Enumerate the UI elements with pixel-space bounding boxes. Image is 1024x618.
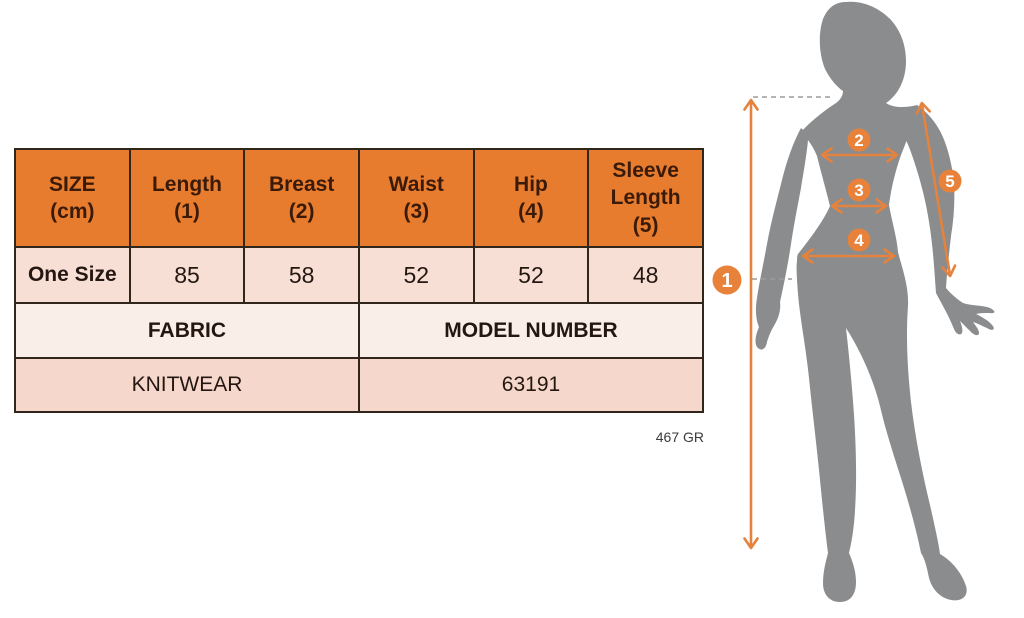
- left-arm-silhouette: [756, 128, 808, 349]
- marker-5: [939, 170, 962, 193]
- marker-2: [848, 129, 871, 152]
- marker-4-label: 4: [854, 231, 864, 250]
- header-size-line2: (cm): [50, 200, 95, 223]
- cell-breast-value: 58: [244, 247, 359, 303]
- marker-1-label: 1: [721, 270, 733, 292]
- cell-size-label: One Size: [15, 247, 130, 303]
- header-sleeve-line3: (5): [632, 213, 659, 237]
- marker-1: [713, 266, 742, 295]
- header-waist-line1: Waist: [388, 172, 444, 196]
- marker-4: [848, 229, 871, 252]
- marker-3: [848, 179, 871, 202]
- cell-length-value: 85: [130, 247, 245, 303]
- header-length-line1: Length: [151, 172, 222, 196]
- cell-model-number-label: MODEL NUMBER: [359, 303, 703, 358]
- marker-2-label: 2: [854, 131, 864, 150]
- header-size-line1: SIZE: [48, 172, 96, 196]
- header-sleeve-line1: Sleeve: [612, 159, 679, 183]
- right-arm-silhouette: [897, 105, 994, 335]
- cell-model-number-value: 63191: [359, 358, 703, 412]
- weight-note: 467 GR: [655, 429, 704, 445]
- header-length-line2: (1): [174, 200, 200, 223]
- cell-sleeve-value: 48: [588, 247, 703, 303]
- header-breast-line1: Breast: [268, 172, 335, 196]
- marker-3-label: 3: [854, 181, 864, 200]
- cell-fabric-value: KNITWEAR: [15, 358, 359, 412]
- marker-5-label: 5: [945, 172, 955, 191]
- header-hip-line1: Hip: [514, 172, 548, 196]
- header-sleeve-line2: Length: [610, 186, 681, 210]
- header-waist-line2: (3): [403, 200, 430, 223]
- header-hip-line2: (4): [518, 200, 544, 223]
- header-breast-line2: (2): [288, 200, 315, 223]
- cell-hip-value: 52: [474, 247, 589, 303]
- cell-waist-value: 52: [359, 247, 474, 303]
- cell-fabric-label: FABRIC: [15, 303, 359, 358]
